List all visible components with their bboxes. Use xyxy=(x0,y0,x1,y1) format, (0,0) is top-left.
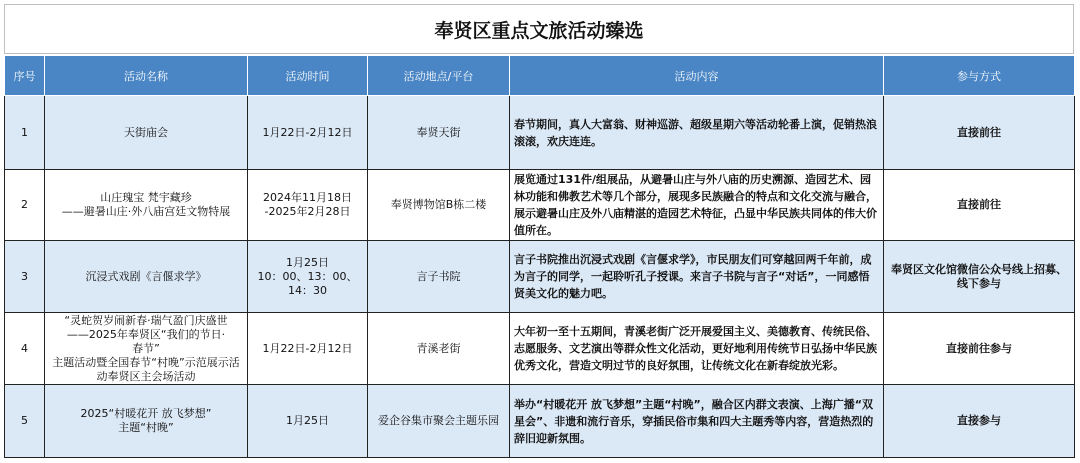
cell-no: 1 xyxy=(5,96,45,170)
page-title: 奉贤区重点文旅活动臻选 xyxy=(4,4,1074,54)
cell-no: 3 xyxy=(5,241,45,313)
cell-name: “灵蛇贺岁闹新春·瑞气盈门庆盛世 ——2025年奉贤区“我们的节日· 春节” 主题活动暨全国春节“村晚”示范展示活动奉贤区主会场活动 xyxy=(45,313,248,385)
cell-content: 春节期间，真人大富翁、财神巡游、超级星期六等活动轮番上演，促销热浪滚滚，欢庆连连。 xyxy=(510,96,884,170)
cell-no: 5 xyxy=(5,385,45,458)
cell-time: 2024年11月18日 -2025年2月28日 xyxy=(248,170,368,241)
cell-join: 直接参与 xyxy=(884,385,1075,458)
table-row xyxy=(5,313,1075,385)
activities-table xyxy=(4,55,1075,458)
cell-time: 1月22日-2月12日 xyxy=(248,96,368,170)
cell-join: 直接前往 xyxy=(884,96,1075,170)
header-no: 序号 xyxy=(5,56,45,96)
cell-content: 举办“村暖花开 放飞梦想”主题“村晚”，融合区内群文表演、上海广播“双星会”、非遗和流行音乐，穿插民俗市集和四大主题秀等内容，营造热烈的辞旧迎新氛围。 xyxy=(510,385,884,458)
header-time: 活动时间 xyxy=(248,56,368,96)
cell-name: 2025“村暖花开 放飞梦想” 主题“村晚” xyxy=(45,385,248,458)
cell-time: 1月25日 10：00、13：00、 14：30 xyxy=(248,241,368,313)
cell-place: 奉贤博物馆B栋二楼 xyxy=(368,170,510,241)
table-row xyxy=(5,170,1075,241)
cell-time: 1月25日 xyxy=(248,385,368,458)
cell-place: 言子书院 xyxy=(368,241,510,313)
table-row xyxy=(5,96,1075,170)
header-row xyxy=(5,56,1075,96)
cell-place: 爱企谷集市聚会主题乐园 xyxy=(368,385,510,458)
header-content: 活动内容 xyxy=(510,56,884,96)
cell-content: 言子书院推出沉浸式戏剧《言偃求学》，市民朋友们可穿越回两千年前，成为言子的同学，一起聆听孔子授课。来言子书院与言子“对话”，一同感悟贤美文化的魅力吧。 xyxy=(510,241,884,313)
cell-join: 奉贤区文化馆微信公众号线上招募、线下参与 xyxy=(884,241,1075,313)
header-name: 活动名称 xyxy=(45,56,248,96)
header-join: 参与方式 xyxy=(884,56,1075,96)
cell-content: 展览通过131件/组展品，从避暑山庄与外八庙的历史溯源、造园艺术、园林功能和佛教艺术等几个部分，展现多民族融合的特点和文化交流与融合，展示避暑山庄及外八庙精湛的造园艺术特征，凸显中华民族共同体的伟大价值所在。 xyxy=(510,170,884,241)
header-place: 活动地点/平台 xyxy=(368,56,510,96)
cell-place: 青溪老街 xyxy=(368,313,510,385)
cell-join: 直接前往 xyxy=(884,170,1075,241)
table-row xyxy=(5,241,1075,313)
cell-place: 奉贤天街 xyxy=(368,96,510,170)
cell-content: 大年初一至十五期间，青溪老街广泛开展爱国主义、美德教育、传统民俗、志愿服务、文艺演出等群众性文化活动，更好地利用传统节日弘扬中华民族优秀文化，营造文明过节的良好氛围，让传统文化在新春绽放光彩。 xyxy=(510,313,884,385)
cell-name: 沉浸式戏剧《言偃求学》 xyxy=(45,241,248,313)
cell-name: 天街庙会 xyxy=(45,96,248,170)
cell-name: 山庄瑰宝 梵宇藏珍 ——避暑山庄·外八庙宫廷文物特展 xyxy=(45,170,248,241)
table-row xyxy=(5,385,1075,458)
cell-no: 4 xyxy=(5,313,45,385)
cell-join: 直接前往参与 xyxy=(884,313,1075,385)
cell-time: 1月22日-2月12日 xyxy=(248,313,368,385)
cell-no: 2 xyxy=(5,170,45,241)
